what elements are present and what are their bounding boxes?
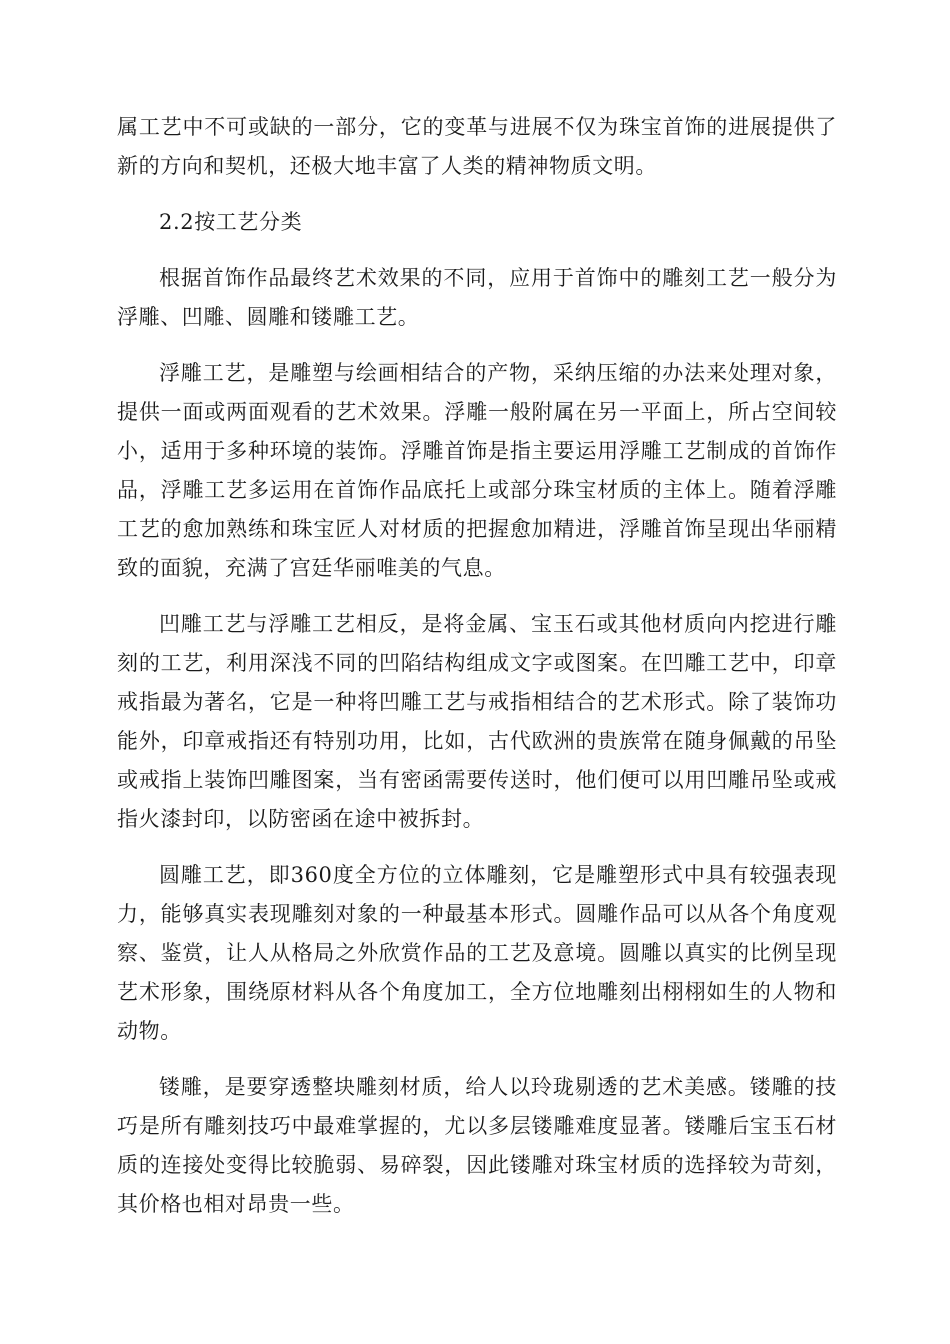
document-body xyxy=(117,108,837,1241)
paragraph-intro: 根据首饰作品最终艺术效果的不同，应用于首饰中的雕刻工艺一般分为浮雕、凹雕、圆雕和镂雕工艺。 xyxy=(117,266,837,329)
paragraph-continuation: 属工艺中不可或缺的一部分，它的变革与进展不仅为珠宝首饰的进展提供了新的方向和契机，还极大地丰富了人类的精神物质文明。 xyxy=(117,115,837,178)
section-heading: 2.2按工艺分类 xyxy=(159,210,303,234)
paragraph-intaglio-carving: 凹雕工艺与浮雕工艺相反，是将金属、宝玉石或其他材质向内挖进行雕刻的工艺，利用深浅不同的凹陷结构组成文字或图案。在凹雕工艺中，印章戒指最为著名，它是一种将凹雕工艺与戒指相结合的艺术形式。除了装饰功能外，印章戒指还有特别功用，比如，古代欧洲的贵族常在随身佩戴的吊坠或戒指上装饰凹雕图案，当有密函需要传送时，他们便可以用凹雕吊坠或戒指火漆封印，以防密函在途中被拆封。 xyxy=(117,612,837,831)
paragraph-round-carving: 圆雕工艺，即360度全方位的立体雕刻，它是雕塑形式中具有较强表现力，能够真实表现雕刻对象的一种最基本形式。圆雕作品可以从各个角度观察、鉴赏，让人从格局之外欣赏作品的工艺及意境。圆雕以真实的比例呈现艺术形象，围绕原材料从各个角度加工，全方位地雕刻出栩栩如生的人物和动物。 xyxy=(117,863,837,1043)
paragraph-relief-carving: 浮雕工艺，是雕塑与绘画相结合的产物，采纳压缩的办法来处理对象，提供一面或两面观看的艺术效果。浮雕一般附属在另一平面上，所占空间较小，适用于多种环境的装饰。浮雕首饰是指主要运用浮雕工艺制成的首饰作品，浮雕工艺多运用在首饰作品底托上或部分珠宝材质的主体上。随着浮雕工艺的愈加熟练和珠宝匠人对材质的把握愈加精进，浮雕首饰呈现出华丽精致的面貌，充满了宫廷华丽唯美的气息。 xyxy=(117,361,837,580)
paragraph-openwork-carving: 镂雕，是要穿透整块雕刻材质，给人以玲珑剔透的艺术美感。镂雕的技巧是所有雕刻技巧中最难掌握的，尤以多层镂雕难度显著。镂雕后宝玉石材质的连接处变得比较脆弱、易碎裂，因此镂雕对珠宝材质的选择较为苛刻，其价格也相对昂贵一些。 xyxy=(117,1075,837,1216)
